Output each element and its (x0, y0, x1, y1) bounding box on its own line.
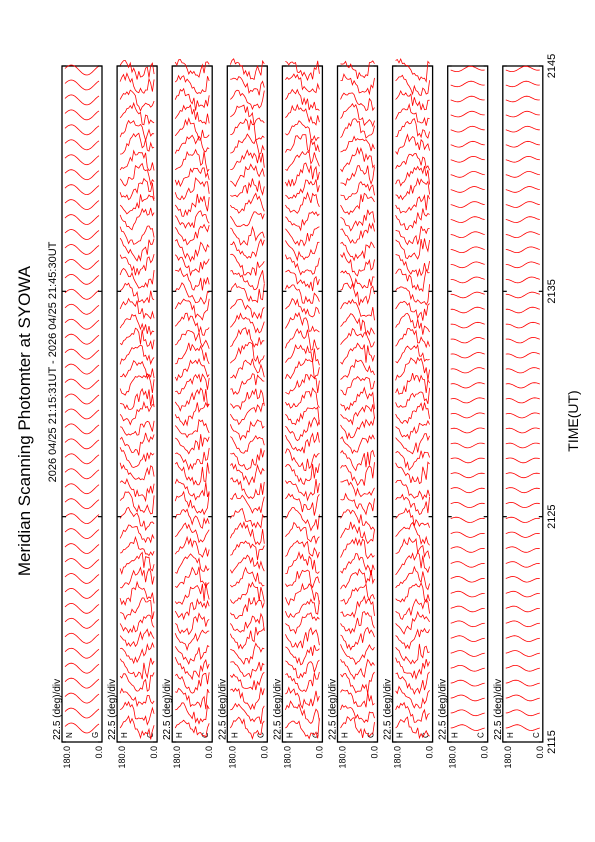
ylim-min-label: 0.0 (204, 746, 215, 759)
side-label-south: C (311, 732, 321, 738)
ylim-max-label: 180.0 (227, 746, 238, 769)
scale-label: 22.5 (deg)/div (217, 678, 229, 740)
side-label-north: H (120, 732, 130, 738)
scale-label: 22.5 (deg)/div (382, 678, 394, 740)
side-label-north: N (65, 732, 74, 738)
ylim-min-label: 0.0 (94, 746, 104, 759)
x-axis-label: TIME(UT) (565, 390, 581, 452)
side-label-south: C (531, 732, 541, 738)
scale-label: 22.5 (deg)/div (107, 678, 119, 740)
side-label-north: H (450, 732, 460, 738)
ylim-min-label: 0.0 (314, 746, 325, 759)
ylim-min-label: 0.0 (479, 746, 490, 759)
scale-label: 22.5 (deg)/div (437, 678, 449, 740)
ylim-min-label: 0.0 (534, 746, 545, 759)
scale-label: 22.5 (deg)/div (52, 678, 63, 740)
ylim-min-label: 0.0 (259, 746, 270, 759)
x-tick-label: 2135 (545, 279, 558, 304)
chart-title: Meridian Scanning Photomter at SYOWA (15, 265, 34, 577)
side-label-north: H (230, 732, 240, 738)
side-label-south: C (146, 732, 156, 738)
scale-label: 22.5 (deg)/div (162, 678, 174, 740)
time-range: 2026 04/25 21:15:31UT - 2026 04/25 21:45:30UT (47, 241, 59, 483)
panels (52, 59, 545, 769)
side-label-south: C (256, 732, 266, 738)
panel-4 (217, 59, 269, 769)
ylim-max-label: 180.0 (282, 746, 293, 769)
x-tick-labels (546, 54, 558, 754)
x-tick-label: 2145 (545, 53, 558, 79)
ylim-max-label: 180.0 (337, 746, 348, 769)
ylim-max-label: 180.0 (502, 746, 513, 769)
rotated-frame (15, 54, 581, 769)
side-label-north: H (175, 732, 185, 738)
side-label-north: H (395, 732, 405, 738)
ylim-max-label: 180.0 (117, 746, 128, 769)
ylim-min-label: 0.0 (369, 746, 380, 759)
panel-frame (62, 66, 102, 742)
panel-1 (52, 65, 104, 769)
panel-6 (328, 61, 380, 769)
panel-2 (107, 60, 159, 768)
scale-label: 22.5 (deg)/div (272, 678, 284, 740)
ylim-max-label: 180.0 (392, 746, 403, 769)
panel-frame (227, 66, 267, 742)
panel-7 (383, 59, 435, 769)
side-label-south: C (366, 732, 376, 738)
x-tick-label: 2115 (545, 730, 558, 754)
side-label-south: C (476, 732, 486, 738)
scale-label: 22.5 (deg)/div (492, 678, 504, 740)
panel-3 (162, 60, 214, 769)
ylim-min-label: 0.0 (424, 746, 435, 759)
panel-frame (448, 66, 488, 742)
side-label-south: G (91, 731, 100, 738)
ylim-max-label: 180.0 (447, 746, 458, 769)
side-label-south: C (201, 732, 211, 738)
ylim-max-label: 180.0 (62, 746, 72, 769)
side-label-north: H (285, 732, 295, 738)
panel-9 (493, 66, 545, 769)
scale-label: 22.5 (deg)/div (327, 678, 339, 740)
panel-frame (503, 66, 543, 742)
side-label-south: C (421, 732, 431, 738)
panel-5 (272, 61, 324, 769)
ylim-max-label: 180.0 (172, 746, 183, 769)
x-tick-label: 2125 (545, 504, 558, 529)
panel-8 (438, 66, 490, 769)
ylim-min-label: 0.0 (149, 746, 160, 759)
side-label-north: H (505, 732, 515, 738)
side-label-north: H (340, 732, 350, 738)
